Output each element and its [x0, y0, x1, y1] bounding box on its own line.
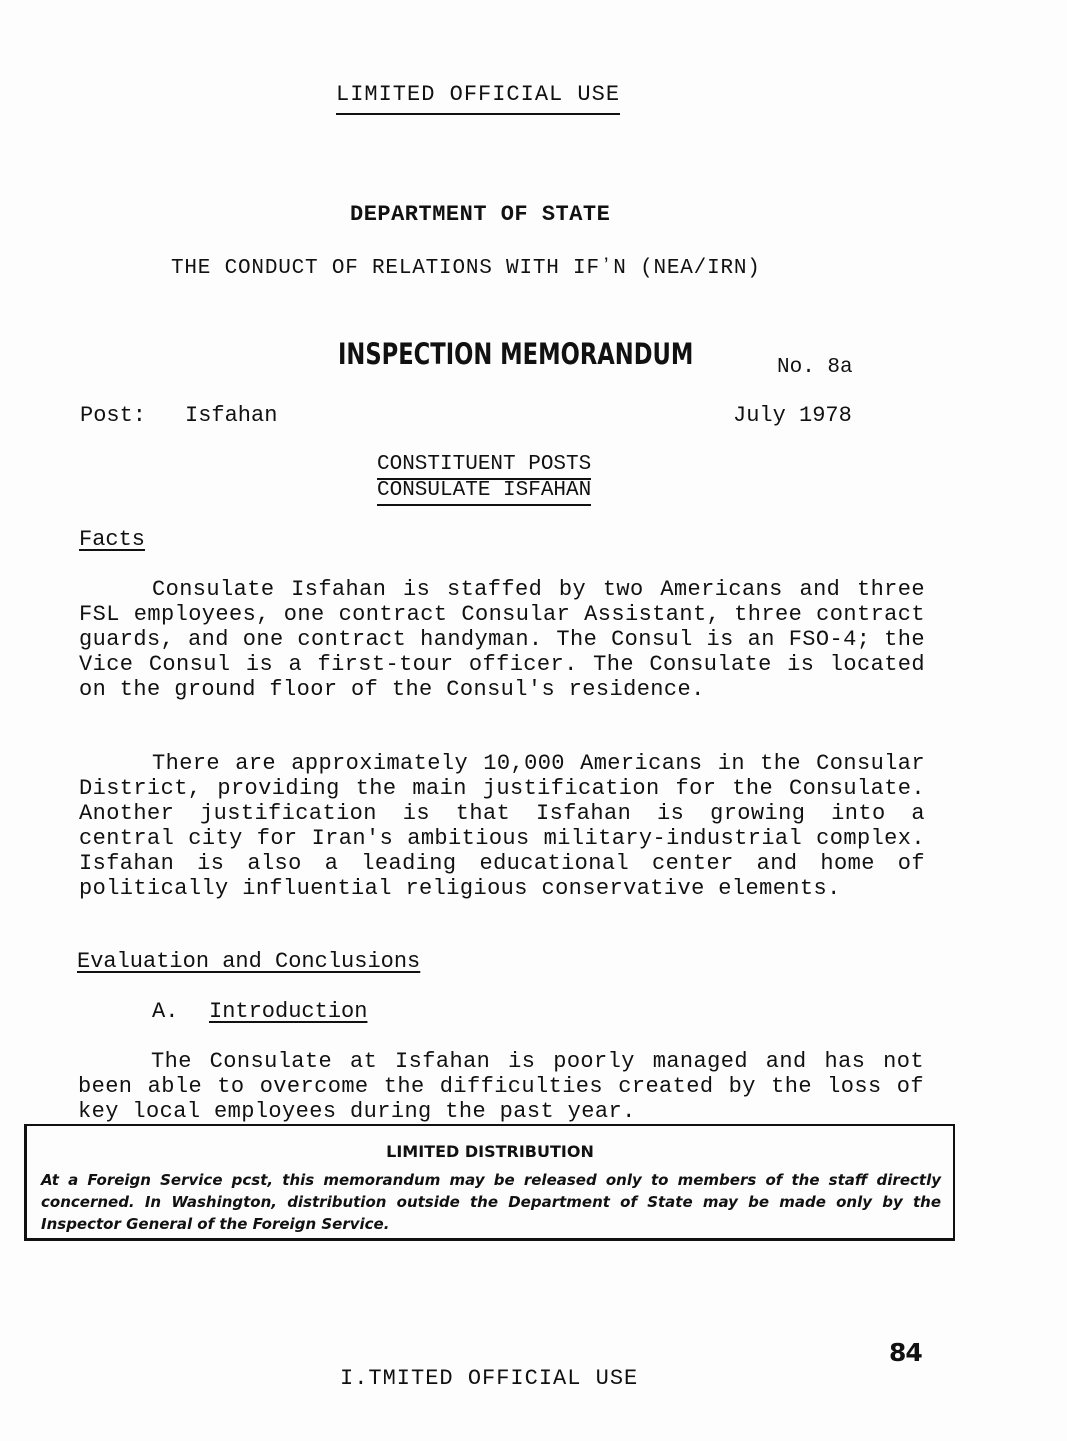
department-title: DEPARTMENT OF STATE	[350, 202, 611, 227]
post-value: Isfahan	[185, 403, 278, 428]
limited-distribution-box	[24, 1124, 955, 1241]
facts-paragraph-2: There are approximately 10,000 Americans in the Consular District, providing the main justification for the Consulate. Another justification is that Isfahan is growing into a central city for Iran's ambitious military-industrial complex. Isfahan is also a leading educational center and home of politically influential religious conservative elements.	[79, 751, 925, 901]
facts-heading: Facts	[79, 527, 146, 552]
page-number: 84	[889, 1338, 922, 1367]
distribution-text: At a Foreign Service pcst, this memorandum may be released only to members of the staff directly concerned. In Washington, distribution outside the Department of State may be made only by the Inspector General of the Foreign Service.	[41, 1171, 941, 1233]
section-letter: A.	[152, 999, 179, 1024]
subheading-constituent-posts: CONSTITUENT POSTS	[377, 452, 591, 480]
memo-date: July 1978	[733, 403, 852, 428]
post-label: Post:	[80, 403, 147, 428]
introduction-paragraph: The Consulate at Isfahan is poorly managed and has not been able to overcome the difficulties created by the loss of key local employees during the past year.	[78, 1049, 924, 1124]
memo-title: INSPECTION MEMORANDUM	[338, 337, 694, 371]
distribution-title: LIMITED DISTRIBUTION	[386, 1142, 594, 1161]
evaluation-heading: Evaluation and Conclusions	[77, 949, 421, 974]
classification-top: LIMITED OFFICIAL USE	[336, 82, 620, 115]
classification-bottom: I.TMITED OFFICIAL USE	[340, 1366, 639, 1391]
subheading-consulate-isfahan: CONSULATE ISFAHAN	[377, 478, 591, 506]
facts-paragraph-1: Consulate Isfahan is staffed by two Americans and three FSL employees, one contract Consular Assistant, three contract guards, and one contract handyman. The Consul is an FSO-4; the Vice Consul is a first-tour officer. The Consulate is located on the ground floor of the Consul's residence.	[79, 577, 925, 702]
conduct-subtitle: THE CONDUCT OF RELATIONS WITH IFʼN (NEA/IRN)	[171, 257, 761, 280]
introduction-heading: Introduction	[209, 999, 368, 1024]
memo-number: No. 8a	[777, 356, 853, 379]
